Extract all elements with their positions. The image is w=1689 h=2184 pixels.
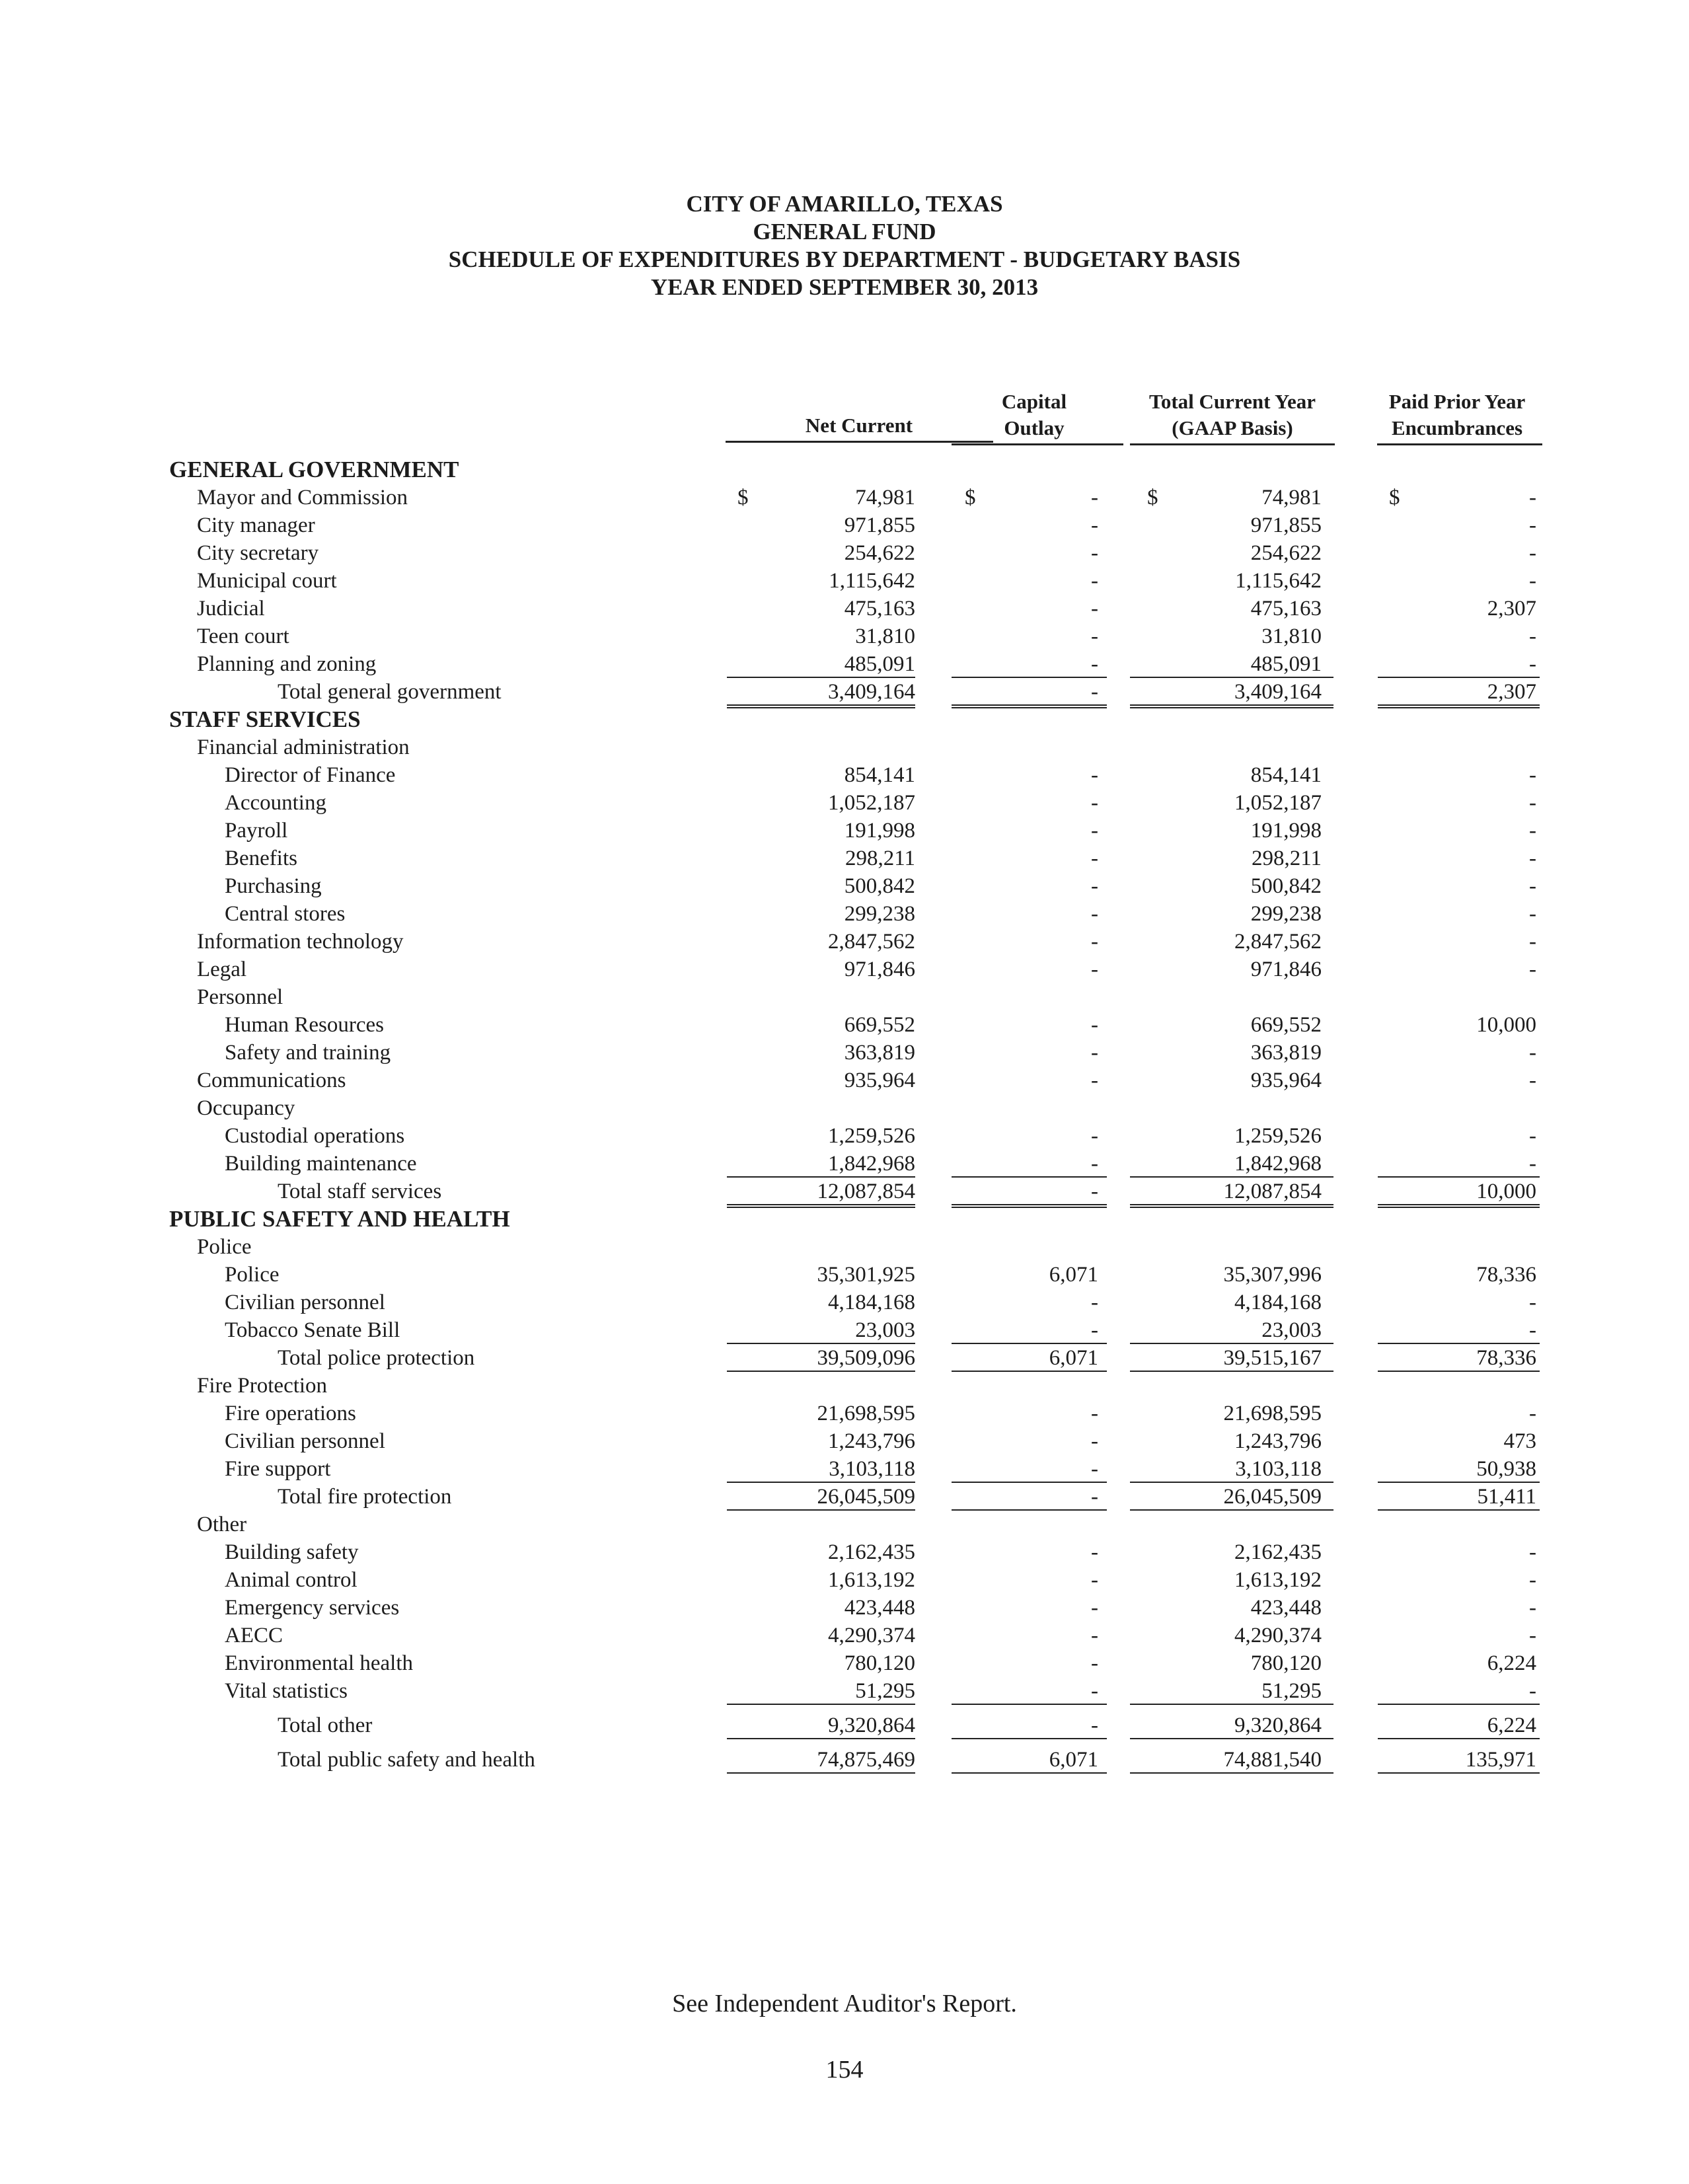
- amount-cell: -: [1529, 1402, 1536, 1425]
- amount-cell: 135,971: [1465, 1748, 1536, 1772]
- amount-cell: -: [1091, 902, 1098, 926]
- amount-cell: -: [1529, 1624, 1536, 1647]
- table-row: [0, 1622, 1689, 1649]
- amount-cell: -: [1529, 1596, 1536, 1620]
- row-label: Legal: [197, 958, 247, 981]
- amount-cell: 35,301,925: [817, 1263, 915, 1287]
- row-label: Accounting: [225, 791, 326, 815]
- amount-cell: 6,224: [1487, 1713, 1536, 1737]
- total-rule: [952, 1738, 1107, 1739]
- amount-cell: 78,336: [1476, 1263, 1536, 1287]
- report-header: [0, 190, 1689, 301]
- amount-cell: 2,847,562: [828, 930, 915, 954]
- report-title-period: YEAR ENDED SEPTEMBER 30, 2013: [650, 274, 1039, 300]
- amount-cell: -: [1091, 874, 1098, 898]
- amount-cell: -: [1091, 1624, 1098, 1647]
- total-rule: [952, 1772, 1107, 1774]
- amount-cell: -: [1091, 597, 1098, 621]
- amount-cell: -: [1529, 791, 1536, 815]
- row-label: Environmental health: [225, 1651, 413, 1675]
- amount-cell: 9,320,864: [828, 1713, 915, 1737]
- table-row: [0, 1039, 1689, 1067]
- amount-cell: -: [1091, 1485, 1098, 1509]
- row-label: Civilian personnel: [225, 1291, 385, 1314]
- table-row: [0, 650, 1689, 678]
- amount-cell: 6,071: [1049, 1346, 1098, 1370]
- row-label: Information technology: [197, 930, 404, 954]
- table-row: [0, 1483, 1689, 1511]
- table-row: [0, 1316, 1689, 1344]
- row-label: Communications: [197, 1069, 346, 1092]
- amount-cell: -: [1091, 958, 1098, 981]
- amount-cell: 935,964: [1250, 1069, 1322, 1092]
- amount-cell: -: [1091, 569, 1098, 593]
- amount-cell: -: [1529, 763, 1536, 787]
- amount-cell: 971,855: [844, 513, 915, 537]
- amount-cell: -: [1091, 1291, 1098, 1314]
- table-row: [0, 1344, 1689, 1372]
- amount-cell: -: [1091, 624, 1098, 648]
- amount-cell: 485,091: [844, 652, 915, 676]
- row-label: Purchasing: [225, 874, 322, 898]
- table-row: [0, 761, 1689, 789]
- section-heading: STAFF SERVICES: [169, 706, 361, 732]
- row-label: Total fire protection: [278, 1485, 452, 1509]
- table-row: [0, 678, 1689, 706]
- row-label: Occupancy: [197, 1096, 295, 1120]
- amount-cell: 475,163: [1250, 597, 1322, 621]
- table-row: [0, 595, 1689, 622]
- amount-cell: 669,552: [1250, 1013, 1322, 1037]
- amount-cell: -: [1529, 930, 1536, 954]
- total-rule: [1378, 1738, 1540, 1739]
- amount-cell: -: [1091, 1318, 1098, 1342]
- amount-cell: 2,162,435: [828, 1540, 915, 1564]
- table-row: [0, 1400, 1689, 1427]
- amount-cell: 971,855: [1250, 513, 1322, 537]
- column-header-line: Outlay: [1004, 416, 1065, 439]
- amount-cell: 363,819: [844, 1041, 915, 1065]
- amount-cell: 254,622: [1250, 541, 1322, 565]
- amount-cell: -: [1091, 1152, 1098, 1176]
- amount-cell: 39,515,167: [1223, 1346, 1322, 1370]
- amount-cell: -: [1529, 1568, 1536, 1592]
- table-row: [0, 1566, 1689, 1594]
- amount-cell: -: [1091, 541, 1098, 565]
- amount-cell: -: [1091, 1713, 1098, 1737]
- column-header-paid-prior-year: [1374, 389, 1540, 441]
- table-row: [0, 1746, 1689, 1774]
- amount-cell: 74,881,540: [1223, 1748, 1322, 1772]
- row-label: Teen court: [197, 624, 289, 648]
- amount-cell: -: [1529, 958, 1536, 981]
- row-label: Fire support: [225, 1457, 331, 1481]
- amount-cell: 423,448: [844, 1596, 915, 1620]
- amount-cell: 31,810: [1261, 624, 1322, 648]
- amount-cell: 935,964: [844, 1069, 915, 1092]
- amount-cell: 1,115,642: [1235, 569, 1322, 593]
- amount-cell: 23,003: [1261, 1318, 1322, 1342]
- amount-cell: 3,103,118: [829, 1457, 915, 1481]
- amount-cell: 1,052,187: [828, 791, 915, 815]
- amount-cell: -: [1091, 1069, 1098, 1092]
- amount-cell: 78,336: [1476, 1346, 1536, 1370]
- amount-cell: -: [1091, 1651, 1098, 1675]
- amount-cell: 485,091: [1250, 652, 1322, 676]
- table-row: [0, 928, 1689, 956]
- amount-cell: 4,184,168: [1234, 1291, 1322, 1314]
- row-label: Police: [225, 1263, 280, 1287]
- amount-cell: 254,622: [844, 541, 915, 565]
- amount-cell: 1,613,192: [1234, 1568, 1322, 1592]
- report-title-fund: GENERAL FUND: [753, 219, 936, 245]
- total-rule: [727, 1738, 915, 1739]
- row-label: Civilian personnel: [225, 1429, 385, 1453]
- table-row: [0, 1712, 1689, 1739]
- table-row: [0, 900, 1689, 928]
- subheading-row: [0, 1511, 1689, 1538]
- amount-cell: 3,409,164: [828, 680, 915, 704]
- amount-cell: -: [1091, 1679, 1098, 1703]
- amount-cell: 1,243,796: [828, 1429, 915, 1453]
- amount-cell: 1,842,968: [828, 1152, 915, 1176]
- table-row: [0, 1150, 1689, 1178]
- row-label: AECC: [225, 1624, 283, 1647]
- table-row: [0, 1649, 1689, 1677]
- row-label: Building maintenance: [225, 1152, 417, 1176]
- amount-cell: 363,819: [1250, 1041, 1322, 1065]
- amount-cell: 500,842: [1250, 874, 1322, 898]
- amount-cell: -: [1529, 486, 1536, 509]
- amount-cell: 9,320,864: [1234, 1713, 1322, 1737]
- amount-cell: 669,552: [844, 1013, 915, 1037]
- amount-cell: 1,842,968: [1234, 1152, 1322, 1176]
- total-rule: [1378, 1704, 1540, 1705]
- amount-cell: 1,259,526: [828, 1124, 915, 1148]
- amount-cell: -: [1529, 1124, 1536, 1148]
- row-label: Total police protection: [278, 1346, 475, 1370]
- amount-cell: 971,846: [844, 958, 915, 981]
- amount-cell: 298,211: [845, 847, 915, 870]
- row-label: Custodial operations: [225, 1124, 405, 1148]
- amount-cell: -: [1091, 652, 1098, 676]
- table-row: [0, 622, 1689, 650]
- amount-cell: 780,120: [844, 1651, 915, 1675]
- row-label: Planning and zoning: [197, 652, 377, 676]
- table-row: [0, 1011, 1689, 1039]
- amount-cell: -: [1529, 541, 1536, 565]
- row-label: Municipal court: [197, 569, 337, 593]
- amount-cell: 854,141: [844, 763, 915, 787]
- table-row: [0, 484, 1689, 511]
- total-rule: [727, 1704, 915, 1705]
- amount-cell: 1,259,526: [1234, 1124, 1322, 1148]
- subheading-row: [0, 1372, 1689, 1400]
- amount-cell: -: [1091, 1402, 1098, 1425]
- amount-cell: -: [1091, 1540, 1098, 1564]
- amount-cell: -: [1091, 763, 1098, 787]
- amount-cell: 10,000: [1476, 1013, 1536, 1037]
- amount-cell: 191,998: [844, 819, 915, 843]
- amount-cell: 6,224: [1487, 1651, 1536, 1675]
- amount-cell: 26,045,509: [817, 1485, 915, 1509]
- amount-cell: -: [1529, 874, 1536, 898]
- row-label: Total general government: [278, 680, 502, 704]
- page-number: 154: [825, 2056, 864, 2084]
- row-label: Building safety: [225, 1540, 359, 1564]
- section-heading: PUBLIC SAFETY AND HEALTH: [169, 1206, 510, 1232]
- table-row: [0, 1178, 1689, 1205]
- amount-cell: 35,307,996: [1223, 1263, 1322, 1287]
- column-header-line: (GAAP Basis): [1172, 416, 1293, 439]
- amount-cell: 50,938: [1476, 1457, 1536, 1481]
- table-row: [0, 872, 1689, 900]
- amount-cell: -: [1529, 847, 1536, 870]
- amount-cell: 26,045,509: [1223, 1485, 1322, 1509]
- amount-cell: -: [1091, 930, 1098, 954]
- amount-cell: -: [1091, 1568, 1098, 1592]
- amount-cell: -: [1091, 680, 1098, 704]
- row-label: Total staff services: [278, 1180, 442, 1203]
- amount-cell: -: [1091, 1429, 1098, 1453]
- amount-cell: -: [1529, 652, 1536, 676]
- amount-cell: -: [1529, 1041, 1536, 1065]
- section-heading-row: [0, 706, 1689, 734]
- amount-cell: 12,087,854: [1223, 1180, 1322, 1203]
- row-label: Police: [197, 1235, 252, 1259]
- column-header-line: Encumbrances: [1391, 416, 1523, 439]
- table-row: [0, 1455, 1689, 1483]
- amount-cell: 1,613,192: [828, 1568, 915, 1592]
- table-row: [0, 1594, 1689, 1622]
- total-rule: [1378, 1772, 1540, 1774]
- amount-cell: -: [1091, 1041, 1098, 1065]
- report-title-entity: CITY OF AMARILLO, TEXAS: [686, 191, 1003, 217]
- amount-cell: 74,981: [1261, 486, 1322, 509]
- row-label: City manager: [197, 513, 315, 537]
- amount-cell: 21,698,595: [1223, 1402, 1322, 1425]
- row-label: Personnel: [197, 985, 283, 1009]
- table-row: [0, 1427, 1689, 1455]
- subheading-row: [0, 734, 1689, 761]
- column-header-capital-outlay: [952, 389, 1117, 441]
- row-label: Financial administration: [197, 735, 410, 759]
- row-label: Emergency services: [225, 1596, 400, 1620]
- row-label: Benefits: [225, 847, 297, 870]
- currency-symbol: $: [1147, 486, 1158, 509]
- report-title-schedule: SCHEDULE OF EXPENDITURES BY DEPARTMENT - BUDGETARY BASIS: [448, 246, 1241, 272]
- amount-cell: 74,981: [855, 486, 915, 509]
- row-label: Animal control: [225, 1568, 357, 1592]
- amount-cell: 2,307: [1487, 597, 1536, 621]
- total-rule: [1130, 1772, 1333, 1774]
- amount-cell: -: [1529, 513, 1536, 537]
- amount-cell: -: [1529, 819, 1536, 843]
- amount-cell: 21,698,595: [817, 1402, 915, 1425]
- amount-cell: -: [1529, 569, 1536, 593]
- amount-cell: -: [1529, 902, 1536, 926]
- amount-cell: 23,003: [855, 1318, 915, 1342]
- amount-cell: 12,087,854: [817, 1180, 915, 1203]
- amount-cell: -: [1091, 486, 1098, 509]
- amount-cell: 475,163: [844, 597, 915, 621]
- amount-cell: 3,409,164: [1234, 680, 1322, 704]
- amount-cell: 51,411: [1477, 1485, 1536, 1509]
- row-label: Human Resources: [225, 1013, 385, 1037]
- amount-cell: 6,071: [1049, 1748, 1098, 1772]
- section-heading: GENERAL GOVERNMENT: [169, 457, 459, 482]
- amount-cell: 51,295: [1261, 1679, 1322, 1703]
- amount-cell: 473: [1503, 1429, 1536, 1453]
- row-label: Tobacco Senate Bill: [225, 1318, 400, 1342]
- row-label: Payroll: [225, 819, 288, 843]
- table-row: [0, 789, 1689, 817]
- table-row: [0, 539, 1689, 567]
- total-rule: [1130, 1738, 1333, 1739]
- subheading-row: [0, 1233, 1689, 1261]
- row-label: Director of Finance: [225, 763, 396, 787]
- section-heading-row: [0, 1205, 1689, 1233]
- table-row: [0, 567, 1689, 595]
- column-header-line: Paid Prior Year: [1388, 390, 1526, 413]
- row-label: Total public safety and health: [278, 1748, 535, 1772]
- amount-cell: 4,290,374: [1234, 1624, 1322, 1647]
- row-label: Safety and training: [225, 1041, 391, 1065]
- amount-cell: 4,184,168: [828, 1291, 915, 1314]
- currency-symbol: $: [737, 486, 749, 509]
- column-header-line: Net Current: [805, 414, 913, 437]
- amount-cell: -: [1091, 819, 1098, 843]
- table-row: [0, 511, 1689, 539]
- amount-cell: 299,238: [1250, 902, 1322, 926]
- amount-cell: 299,238: [844, 902, 915, 926]
- amount-cell: -: [1529, 1069, 1536, 1092]
- amount-cell: 1,052,187: [1234, 791, 1322, 815]
- amount-cell: -: [1091, 1124, 1098, 1148]
- amount-cell: -: [1529, 1679, 1536, 1703]
- column-header-total-current-year: [1130, 389, 1335, 441]
- amount-cell: 4,290,374: [828, 1624, 915, 1647]
- table-row: [0, 1538, 1689, 1566]
- amount-cell: -: [1529, 1318, 1536, 1342]
- amount-cell: 39,509,096: [817, 1346, 915, 1370]
- amount-cell: -: [1091, 1180, 1098, 1203]
- currency-symbol: $: [1389, 486, 1400, 509]
- table-row: [0, 1289, 1689, 1316]
- amount-cell: -: [1529, 1540, 1536, 1564]
- amount-cell: 74,875,469: [817, 1748, 915, 1772]
- total-rule: [952, 1704, 1107, 1705]
- row-label: City secretary: [197, 541, 319, 565]
- auditor-report-note: See Independent Auditor's Report.: [672, 1990, 1017, 2017]
- subheading-row: [0, 983, 1689, 1011]
- table-row: [0, 956, 1689, 983]
- amount-cell: 1,115,642: [829, 569, 915, 593]
- table-row: [0, 845, 1689, 872]
- table-row: [0, 1067, 1689, 1094]
- column-header-line: Capital: [1001, 390, 1067, 413]
- row-label: Fire operations: [225, 1402, 356, 1425]
- amount-cell: 423,448: [1250, 1596, 1322, 1620]
- row-label: Central stores: [225, 902, 346, 926]
- amount-cell: 31,810: [855, 624, 915, 648]
- row-label: Judicial: [197, 597, 265, 621]
- row-label: Total other: [278, 1713, 373, 1737]
- total-rule: [1130, 1704, 1333, 1705]
- amount-cell: -: [1091, 1457, 1098, 1481]
- row-label: Other: [197, 1513, 247, 1536]
- amount-cell: 780,120: [1250, 1651, 1322, 1675]
- table-row: [0, 1677, 1689, 1705]
- total-rule: [727, 1772, 915, 1774]
- amount-cell: 51,295: [855, 1679, 915, 1703]
- table-row: [0, 1261, 1689, 1289]
- amount-cell: 10,000: [1476, 1180, 1536, 1203]
- table-row: [0, 817, 1689, 845]
- amount-cell: -: [1091, 1596, 1098, 1620]
- amount-cell: -: [1529, 1152, 1536, 1176]
- amount-cell: 6,071: [1049, 1263, 1098, 1287]
- amount-cell: -: [1529, 1291, 1536, 1314]
- amount-cell: 854,141: [1250, 763, 1322, 787]
- amount-cell: 2,307: [1487, 680, 1536, 704]
- section-heading-row: [0, 456, 1689, 484]
- amount-cell: 1,243,796: [1234, 1429, 1322, 1453]
- amount-cell: -: [1091, 791, 1098, 815]
- amount-cell: -: [1529, 624, 1536, 648]
- amount-cell: 2,162,435: [1234, 1540, 1322, 1564]
- amount-cell: 971,846: [1250, 958, 1322, 981]
- amount-cell: -: [1091, 1013, 1098, 1037]
- amount-cell: 298,211: [1251, 847, 1322, 870]
- amount-cell: 3,103,118: [1235, 1457, 1322, 1481]
- amount-cell: -: [1091, 847, 1098, 870]
- currency-symbol: $: [965, 486, 976, 509]
- amount-cell: 2,847,562: [1234, 930, 1322, 954]
- amount-cell: 191,998: [1250, 819, 1322, 843]
- row-label: Fire Protection: [197, 1374, 328, 1398]
- table-row: [0, 1122, 1689, 1150]
- row-label: Vital statistics: [225, 1679, 348, 1703]
- subheading-row: [0, 1094, 1689, 1122]
- row-label: Mayor and Commission: [197, 486, 408, 509]
- amount-cell: 500,842: [844, 874, 915, 898]
- column-header-line: Total Current Year: [1149, 390, 1316, 413]
- amount-cell: -: [1091, 513, 1098, 537]
